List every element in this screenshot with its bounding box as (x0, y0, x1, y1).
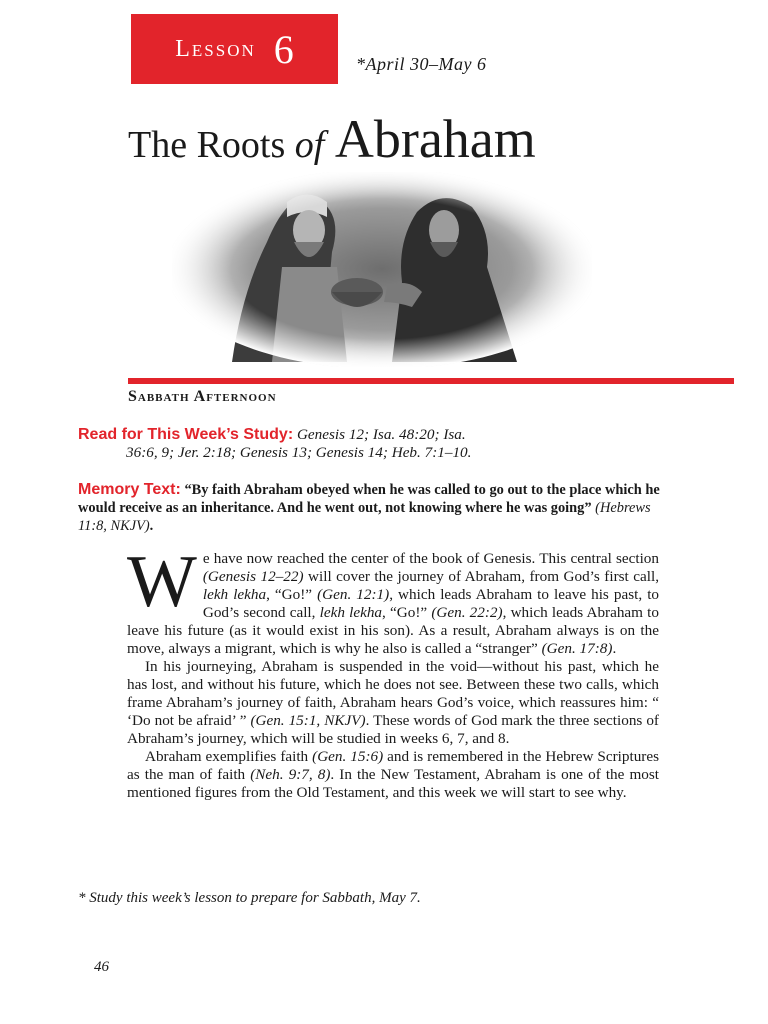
p1-r2: lekh lekha (202, 586, 267, 603)
section-heading: Sabbath Afternoon (128, 388, 277, 405)
footnote: * Study this week’s lesson to prepare for Sabbath, May 7. (78, 890, 421, 906)
memory-reference: (Hebrews 11:8, NKJV) (78, 500, 651, 534)
p1-s6: , which leads Abraham to leave his future (as it would exist in his son). As a result, Abraham always is on the move, always a migrant, which is why he also is called a “stranger” (127, 604, 659, 657)
p1-s7: . (612, 640, 617, 657)
p1-s1: e have now reached the center of the book of Genesis. This central section (202, 550, 659, 567)
p1-r4: lekh lekha (319, 604, 383, 621)
drop-cap: W (127, 541, 197, 623)
p2-s1: In his journeying, Abraham is suspended in the void—without his past, which he has lost, and without his future, which he does not see. Between these two calls, which frame Abraham’s journey of faith, Abraham hears God’s voice, which reassures him: “ ‘Do not be afraid’ ” (127, 658, 659, 729)
lesson-label: Lesson (175, 35, 256, 62)
lesson-number: 6 (273, 26, 294, 72)
two-robed-men-illustration-icon (172, 172, 592, 367)
memory-label: Memory Text: (78, 481, 181, 498)
paragraph-1 (127, 541, 660, 658)
p1-s3: , “Go!” (266, 586, 318, 603)
title-part-2: of (294, 124, 325, 166)
p2-s2: . These words of God mark the three sections of Abraham’s journey, which will be studied in weeks 6, 7, and 8. (127, 712, 659, 747)
page-number: 46 (94, 959, 109, 975)
reading-assignment (78, 426, 658, 462)
p2-r1: (Gen. 15:1, NKJV) (250, 712, 366, 729)
body-text (127, 541, 660, 802)
reading-refs-line2: 36:6, 9; Jer. 2:18; Genesis 13; Genesis 14; Heb. 7:1–10. (126, 444, 472, 461)
memory-verse: “By faith Abraham obeyed when he was called to go out to the place which he would receive as an inheritance. And he went out, not knowing where he was going” (78, 482, 660, 516)
p1-r6: (Gen. 17:8) (541, 640, 613, 657)
p3-s3: . In the New Testament, Abraham is one of the most mentioned figures from the Old Testament, and this week we will start to see why. (127, 766, 660, 801)
p1-r3: (Gen. 12:1) (317, 586, 390, 603)
title-part-3: Abraham (324, 109, 536, 169)
paragraph-2 (127, 658, 659, 748)
page-title (128, 108, 536, 170)
p1-r1: (Genesis 12–22) (202, 568, 304, 585)
p3-s1: Abraham exemplifies faith (145, 748, 313, 765)
date-range: *April 30–May 6 (356, 54, 487, 74)
p1-s2: will cover the journey of Abraham, from God’s first call, (303, 568, 659, 585)
section-divider (128, 378, 734, 384)
memory-text (78, 481, 660, 535)
paragraph-3 (127, 748, 659, 802)
reading-label: Read for This Week’s Study: (78, 426, 294, 443)
p1-r5: (Gen. 22:2) (431, 604, 503, 621)
memory-end: . (149, 518, 154, 534)
p1-s4: , which leads Abraham to leave his past, to God’s second call, (202, 586, 660, 621)
p1-s5: , “Go!” (382, 604, 432, 621)
p3-r2: (Neh. 9:7, 8) (250, 766, 331, 783)
p3-r1: (Gen. 15:6) (312, 748, 384, 765)
reading-refs-line1: Genesis 12; Isa. 48:20; Isa. (293, 426, 466, 443)
p3-s2: and is remembered in the Hebrew Scriptures as the man of faith (127, 748, 660, 783)
title-part-1: The Roots (128, 124, 295, 166)
lesson-banner (131, 14, 338, 84)
